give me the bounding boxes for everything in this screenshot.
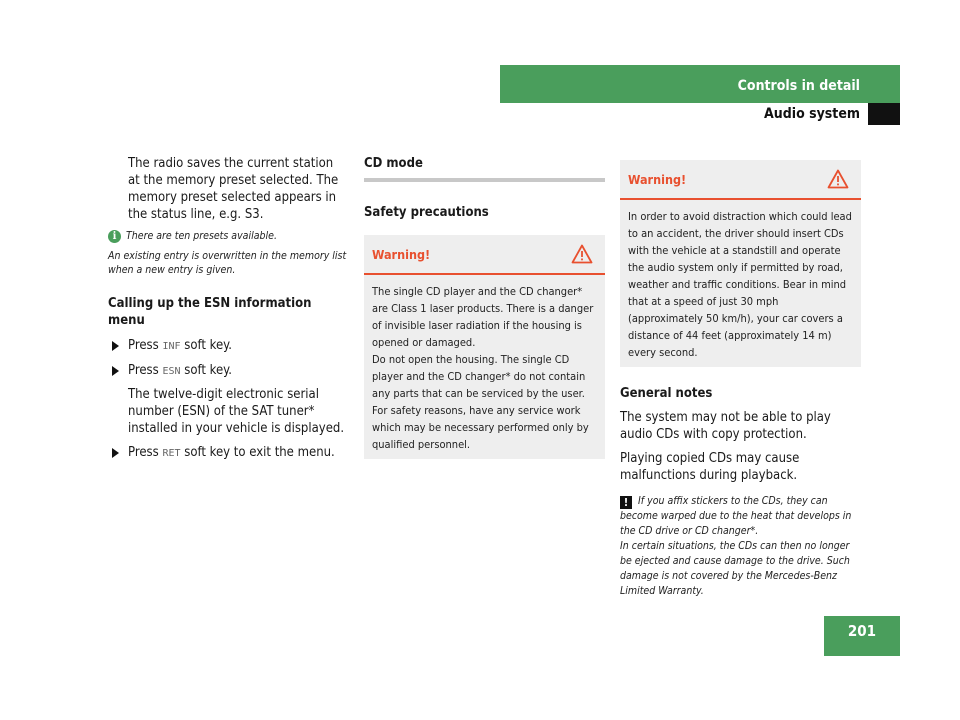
- general-notes-heading: General notes: [620, 386, 713, 401]
- arrow-right-icon: [112, 366, 119, 376]
- intro-paragraph: The radio saves the current station at the memory preset selected. The memory preset selected appears in the status line, e.g. S3.: [128, 156, 339, 222]
- info-note-line1: There are ten presets available.: [126, 230, 277, 242]
- step-item: [108, 337, 348, 355]
- header-bar: [500, 65, 900, 103]
- warning-body: [364, 275, 605, 459]
- header-marker: [868, 103, 900, 125]
- step-press: Press: [128, 445, 159, 460]
- warning-triangle-icon: [571, 244, 593, 264]
- step-press: Press: [128, 363, 159, 378]
- warning-text-1: The single CD player and the CD changer* are Class 1 laser products. There is a danger of invisible laser radiation if the housing is opened or damaged.: [372, 285, 594, 349]
- step-text: soft key.: [184, 338, 232, 353]
- step-item: [108, 444, 348, 462]
- column-right: [620, 160, 861, 599]
- page-number-box: [824, 616, 900, 656]
- step-item: [108, 362, 348, 380]
- warning-body: [620, 200, 861, 367]
- warning-text: In order to avoid distraction which could lead to an accident, the driver should insert CDs with the vehicle at a standstill and operate the audio system only if permitted by road, weather and traffic conditions. Bear in mind that at a speed of just 30 mph (approximately 50 km/h), your car covers a distance of 44 feet (approximately 14 m) every second.: [628, 210, 852, 359]
- general-text-2: Playing copied CDs may cause malfunctions during playback.: [620, 451, 800, 483]
- softkey-esn: ESN: [162, 366, 181, 377]
- info-note-line2: An existing entry is overwritten in the memory list when a new entry is given.: [108, 250, 347, 276]
- step-text: soft key.: [184, 363, 232, 378]
- caution-text-1: If you affix stickers to the CDs, they can become warped due to the heat that develops in the CD drive or CD changer*.: [620, 495, 852, 537]
- esn-result: The twelve-digit electronic serial number (ESN) of the SAT tuner* installed in your vehicle is displayed.: [128, 387, 345, 436]
- step-press: Press: [128, 338, 159, 353]
- warning-label: Warning!: [628, 172, 687, 187]
- esn-heading: Calling up the ESN information menu: [108, 296, 312, 328]
- header-subtitle: Audio system: [764, 106, 860, 122]
- caution-note: [620, 494, 861, 539]
- header-title: Controls in detail: [737, 78, 860, 94]
- page-number: 201: [847, 622, 877, 640]
- info-icon: i: [108, 230, 121, 243]
- arrow-right-icon: [112, 341, 119, 351]
- step-text: soft key to exit the menu.: [184, 445, 335, 460]
- exclamation-icon: !: [620, 496, 632, 509]
- section-divider: [364, 178, 605, 182]
- warning-triangle-icon: [827, 169, 849, 189]
- section-title: CD mode: [364, 156, 423, 171]
- arrow-right-icon: [112, 448, 119, 458]
- warning-text-2: Do not open the housing. The single CD player and the CD changer* do not contain any parts that can be serviced by the user. For safety reasons, have any service work which may be necessary performed only by qualified personnel.: [372, 353, 589, 451]
- softkey-inf: INF: [162, 341, 181, 352]
- warning-box-laser: [364, 235, 605, 459]
- column-left: [108, 155, 348, 462]
- softkey-ret: RET: [162, 448, 181, 459]
- info-note: [108, 229, 348, 243]
- warning-label: Warning!: [372, 247, 431, 262]
- warning-header: [620, 160, 861, 200]
- warning-box-distraction: [620, 160, 861, 367]
- warning-header: [364, 235, 605, 275]
- general-text-1: The system may not be able to play audio CDs with copy protection.: [620, 410, 831, 442]
- column-middle: [364, 155, 605, 459]
- caution-text-2: In certain situations, the CDs can then no longer be ejected and cause damage to the drive. Such damage is not covered by the Mercedes-Benz Limited Warranty.: [620, 540, 850, 597]
- safety-heading: Safety precautions: [364, 205, 489, 220]
